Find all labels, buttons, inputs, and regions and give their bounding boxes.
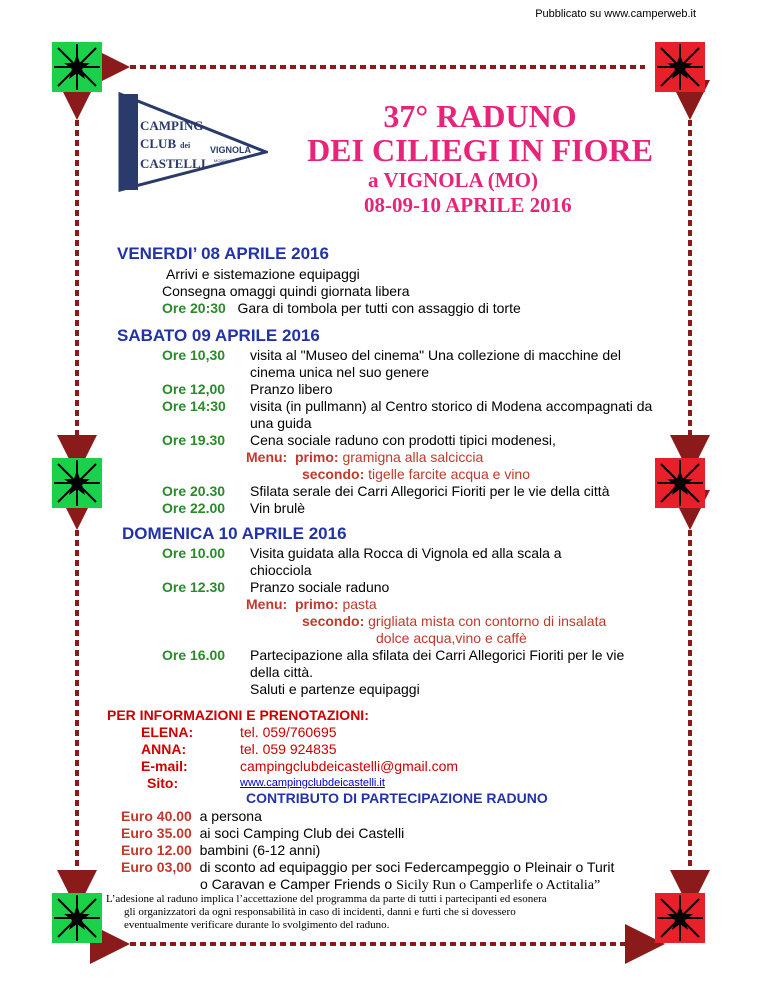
sunday-extra: Saluti e partenze equipaggi: [250, 681, 420, 697]
friday-event: Ore 20:30 Gara di tombola per tutti con assaggio di torte: [162, 300, 521, 316]
contribution-heading: CONTRIBUTO DI PARTECIPAZIONE RADUNO: [246, 790, 548, 806]
title-line2: DEI CILIEGI IN FIORE: [307, 132, 653, 168]
disclaimer-line: eventualmente verificare durante lo svolgimento del raduno.: [124, 919, 390, 931]
price-row: Euro 35.00 ai soci Camping Club dei Castelli: [121, 825, 405, 841]
red-star-icon: [655, 42, 705, 92]
disclaimer-line: gli organizzatori da ogni responsabilità in caso di incidenti, danni e furti che si dovessero: [124, 906, 516, 918]
contact-value: tel. 059/760695: [240, 724, 337, 740]
contact-label: ANNA:: [141, 741, 187, 757]
saturday-menu: Menu: primo: gramigna alla salciccia: [246, 449, 484, 465]
contact-label: ELENA:: [141, 724, 194, 740]
price-row-continued: o Caravan e Camper Friends o Sicily Run o Camperlife o Actitalia”: [200, 876, 601, 893]
info-heading: PER INFORMAZIONI E PRENOTAZIONI:: [107, 707, 369, 723]
sunday-heading: DOMENICA 10 APRILE 2016: [122, 524, 347, 543]
sunday-menu-secondo: secondo: grigliata mista con contorno di insalata: [302, 613, 607, 629]
friday-line: Arrivi e sistemazione equipaggi: [166, 266, 360, 282]
logo-province: MODENA: [214, 158, 232, 163]
sunday-menu: Menu: primo: pasta: [246, 596, 377, 612]
title-line1: 37° RADUNO: [383, 98, 577, 134]
logo-city: VIGNOLA: [210, 145, 252, 155]
contact-label: Sito:: [147, 775, 179, 791]
logo-club: CLUB: [140, 136, 177, 151]
saturday-menu-secondo: secondo: tigelle farcite acqua e vino: [302, 466, 530, 482]
website-link[interactable]: www.campingclubdeicastelli.it: [240, 777, 385, 789]
contact-value: tel. 059 924835: [240, 741, 337, 757]
price-row: Euro 03,00 di sconto ad equipaggio per soci Federcampeggio o Pleinair o Turit: [121, 859, 615, 875]
price-row: Euro 40.00 a persona: [121, 808, 262, 824]
email-link[interactable]: campingclubdeicastelli@gmail.com: [240, 758, 459, 774]
disclaimer-line: L’adesione al raduno implica l’accettazione del programma da parte di tutti i partecipanti ed esonera: [106, 893, 547, 905]
red-star-icon: [655, 893, 705, 943]
sunday-menu-dolce: dolce acqua,vino e caffè: [376, 630, 527, 646]
green-star-icon: [52, 42, 102, 92]
green-star-icon: [52, 893, 102, 943]
green-star-icon: [52, 458, 102, 508]
published-note: Pubblicato su www.camperweb.it: [535, 8, 696, 20]
saturday-heading: SABATO 09 APRILE 2016: [117, 326, 320, 345]
friday-heading: VENERDI’ 08 APRILE 2016: [117, 244, 329, 263]
contact-label: E-mail:: [141, 758, 188, 774]
title-line4: 08-09-10 APRILE 2016: [364, 193, 572, 217]
club-logo: [118, 92, 268, 192]
friday-time: Ore 20:30: [162, 300, 226, 316]
logo-dei: dei: [180, 141, 191, 150]
friday-line: Consegna omaggi quindi giornata libera: [162, 283, 410, 299]
price-row: Euro 12.00 bambini (6-12 anni): [121, 842, 321, 858]
logo-castelli: CASTELLI: [140, 156, 206, 171]
title-line3: a VIGNOLA (MO): [368, 168, 538, 192]
logo-camping: CAMPING: [140, 118, 204, 133]
